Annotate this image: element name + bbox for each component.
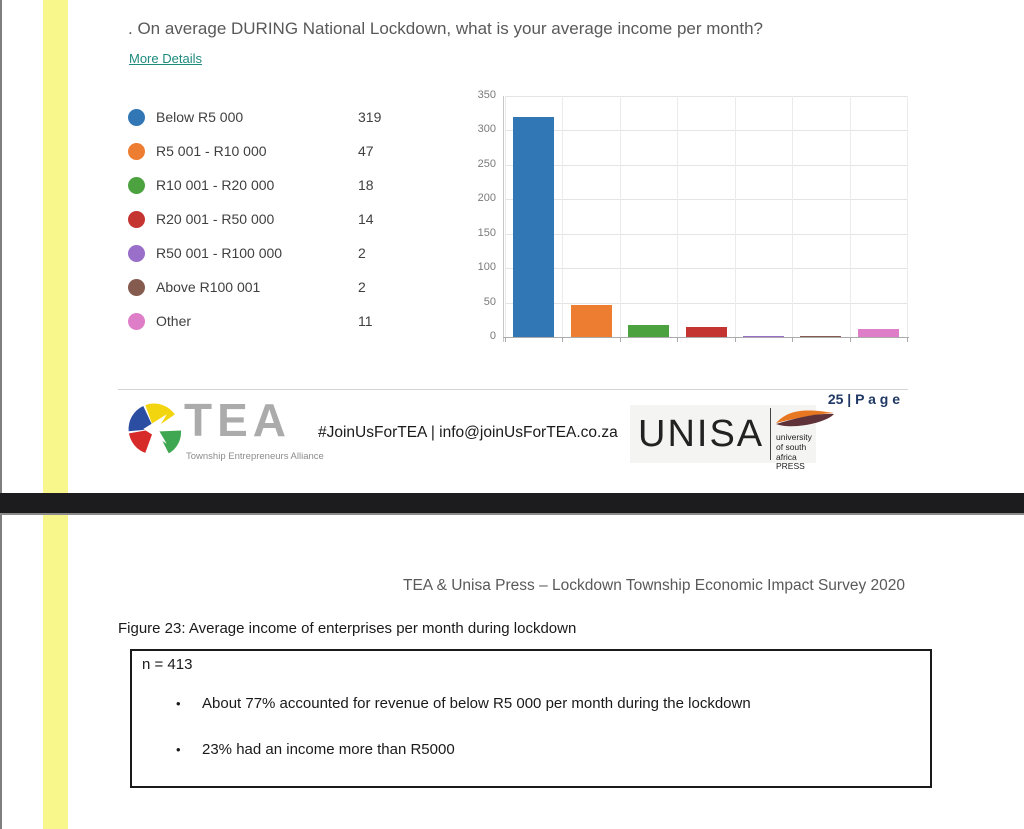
x-axis-tick [620, 338, 621, 342]
footer-divider-line [118, 389, 908, 390]
chart-y-axis-line [503, 96, 504, 342]
gridline-vertical [735, 96, 736, 337]
chart-bar-below-r5-000 [513, 117, 554, 337]
chart-legend [128, 100, 428, 338]
legend-label: Other [156, 313, 192, 329]
y-axis-tick-label: 150 [477, 226, 496, 239]
unisa-swoosh-icon [774, 407, 836, 433]
gridline-vertical [505, 96, 506, 337]
x-axis-tick [562, 338, 563, 342]
summary-bullet [176, 695, 751, 712]
legend-item [128, 236, 428, 270]
x-axis-tick [677, 338, 678, 342]
running-header: TEA & Unisa Press – Lockdown Township Economic Impact Survey 2020 [403, 577, 905, 594]
legend-count: 2 [358, 279, 366, 295]
x-axis-tick [907, 338, 908, 342]
summary-note-box [130, 649, 932, 788]
legend-label: Below R5 000 [156, 109, 244, 125]
unisa-logo [630, 405, 816, 472]
tea-logo-subtitle: Township Entrepreneurs Alliance [186, 451, 324, 462]
window-left-border [0, 0, 2, 829]
legend-count: 14 [358, 211, 374, 227]
footer-contact-text: #JoinUsForTEA | info@joinUsForTEA.co.za [318, 424, 618, 441]
page-break-band [0, 493, 1024, 515]
legend-item [128, 134, 428, 168]
x-axis-tick [850, 338, 851, 342]
legend-label: Above R100 001 [156, 279, 261, 295]
x-axis-tick [505, 338, 506, 342]
legend-count: 18 [358, 177, 374, 193]
chart-bar-r20-001-r50-000 [686, 327, 727, 337]
unisa-logo-divider [770, 408, 771, 460]
x-axis-tick [735, 338, 736, 342]
unisa-press-line: PRESS [776, 461, 805, 472]
gridline-horizontal [505, 199, 907, 200]
chart-bar-other [858, 329, 899, 337]
legend-label: R20 001 - R50 000 [156, 211, 275, 227]
gridline-horizontal [505, 165, 907, 166]
bullet-icon: • [176, 742, 181, 757]
gridline-horizontal [505, 303, 907, 304]
legend-item [128, 270, 428, 304]
tea-logo [126, 394, 324, 463]
unisa-press-line: university [776, 432, 812, 442]
figure-caption: Figure 23: Average income of enterprises per month during lockdown [118, 620, 577, 637]
y-axis-tick-label: 350 [477, 89, 496, 101]
x-axis-tick [792, 338, 793, 342]
y-axis-tick-label: 250 [477, 157, 496, 170]
legend-color-dot [128, 313, 145, 330]
legend-color-dot [128, 245, 145, 262]
tea-logo-wordmark: TEA [184, 394, 291, 446]
legend-label: R50 001 - R100 000 [156, 245, 283, 261]
gridline-vertical [562, 96, 563, 337]
legend-color-dot [128, 143, 145, 160]
unisa-wordmark: UNISA [638, 413, 765, 455]
legend-item [128, 100, 428, 134]
legend-count: 2 [358, 245, 366, 261]
legend-label: R10 001 - R20 000 [156, 177, 275, 193]
legend-item [128, 304, 428, 338]
y-axis-tick-label: 50 [483, 295, 496, 308]
bullet-text: 23% had an income more than R5000 [202, 741, 455, 758]
gridline-horizontal [505, 268, 907, 269]
bullet-text: About 77% accounted for revenue of below R5 000 per month during the lockdown [202, 695, 751, 712]
unisa-press-text [776, 433, 816, 472]
legend-color-dot [128, 177, 145, 194]
more-details-link[interactable]: More Details [129, 51, 202, 66]
highlighter-stripe [43, 0, 68, 829]
legend-item [128, 168, 428, 202]
gridline-horizontal [505, 96, 907, 97]
legend-color-dot [128, 279, 145, 296]
legend-count: 47 [358, 143, 374, 159]
y-axis-tick-label: 0 [489, 330, 496, 342]
gridline-vertical [620, 96, 621, 337]
chart-bar-r5-001-r10-000 [571, 305, 612, 337]
legend-count: 11 [358, 313, 373, 329]
bar-chart-plot-area [505, 96, 907, 337]
gridline-vertical [850, 96, 851, 337]
legend-count: 319 [358, 109, 382, 125]
gridline-vertical [907, 96, 908, 337]
legend-color-dot [128, 109, 145, 126]
unisa-press-line: of south africa [776, 441, 807, 462]
sample-size-text: n = 413 [142, 656, 193, 673]
survey-question-title: . On average DURING National Lockdown, what is your average income per month? [128, 19, 763, 38]
summary-bullet [176, 741, 455, 758]
bullet-icon: • [176, 696, 181, 711]
legend-item [128, 202, 428, 236]
gridline-horizontal [505, 130, 907, 131]
chart-x-axis-line [503, 337, 909, 338]
chart-bar-r10-001-r20-000 [628, 325, 669, 337]
page-number: 25 | P a g e [827, 391, 900, 407]
y-axis-tick-label: 200 [477, 192, 496, 205]
y-axis-tick-label: 300 [477, 123, 496, 136]
gridline-horizontal [505, 234, 907, 235]
tea-logo-icon [126, 401, 182, 457]
legend-label: R5 001 - R10 000 [156, 143, 267, 159]
gridline-vertical [792, 96, 793, 337]
gridline-vertical [677, 96, 678, 337]
y-axis-tick-label: 100 [477, 261, 496, 274]
legend-color-dot [128, 211, 145, 228]
